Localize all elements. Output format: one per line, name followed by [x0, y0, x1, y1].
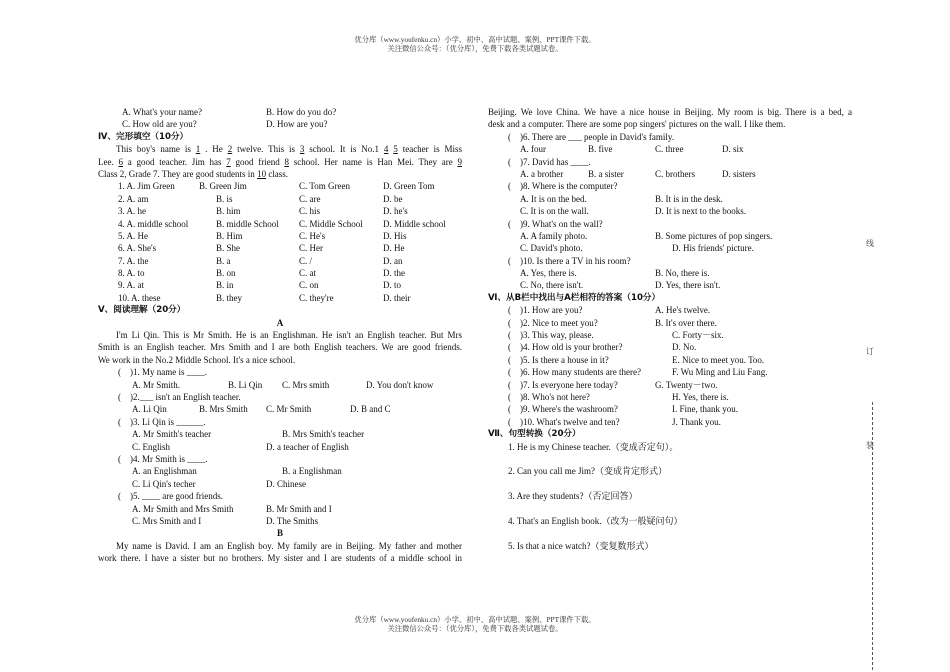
option: C. brothers [655, 168, 695, 179]
question [98, 453, 462, 465]
answer-row [98, 379, 462, 391]
transform-item [488, 490, 852, 515]
transform-item [488, 465, 852, 490]
right-column [488, 106, 852, 565]
option: B. Him [216, 230, 243, 241]
footer-line-2: 关注微信公众号：（优分库），免费下载各类试题试卷。 [387, 624, 563, 633]
option: D. It is next to the books. [655, 206, 746, 217]
question-text: ( )3. Li Qin is ______. [118, 416, 206, 427]
question [488, 131, 852, 143]
left-column [98, 106, 462, 564]
answer-row [488, 205, 852, 217]
option: C. How old are you? [122, 119, 197, 130]
blank-3: 3 [299, 144, 305, 155]
match-row [488, 366, 852, 378]
option: B. Mrs Smith's teacher [282, 429, 365, 440]
option: A. four [520, 144, 546, 155]
cloze-line-3: Class 2, Grade 7. They are good students in 10 class. [98, 168, 289, 179]
option: B. they [216, 292, 242, 303]
match-b: D. No. [672, 342, 697, 353]
option: B. Some pictures of pop singers. [655, 230, 773, 241]
transform-item [488, 515, 852, 540]
match-b: B. It's over there. [655, 317, 717, 328]
option: B. a [216, 255, 231, 266]
question [98, 366, 462, 378]
option: D. You don't know [366, 379, 434, 390]
reading-a-questions [98, 366, 462, 527]
footer-note [0, 615, 950, 633]
cloze-option-row [98, 279, 462, 291]
option: D. The Smiths [266, 515, 319, 526]
match-a: ( )1. How are you? [508, 305, 583, 316]
option: B. is [216, 193, 233, 204]
passage-b-line: desk and a computer. There are some pop singers' pictures on the wall. I like them. [488, 119, 786, 130]
option: C. Li Qin's techer [132, 478, 196, 489]
option: C. No, there isn't. [520, 280, 584, 291]
option: C. / [299, 255, 313, 266]
question [488, 180, 852, 192]
transform-text: 4. That's an English book.（改为一般疑问句） [508, 515, 683, 526]
option: C. David's photo. [520, 243, 583, 254]
option: B. She [216, 243, 241, 254]
match-b: G. Twenty－two. [655, 379, 718, 390]
option: C. It is on the wall. [520, 206, 589, 217]
option: D. six [722, 144, 744, 155]
match-row [488, 304, 852, 316]
question-text: ( )7. David has ____. [508, 156, 591, 167]
blank-9: 9 [457, 156, 462, 167]
transform-list [488, 441, 852, 565]
option: D. he's [383, 206, 408, 217]
transform-text: 2. Can you call me Jim?（变成肯定形式） [508, 466, 667, 477]
answer-row [488, 193, 852, 205]
question [488, 218, 852, 230]
option: 6. A. She's [118, 243, 157, 254]
option: 1. A. Jim Green [118, 181, 175, 192]
passage-b-label: B [276, 528, 283, 539]
cloze-options [98, 180, 462, 304]
option: D. the [383, 268, 405, 279]
answer-row [98, 503, 462, 515]
option: D. His [383, 230, 407, 241]
passage-a-label: A [276, 317, 284, 328]
blank-4: 4 [383, 144, 389, 155]
answer-row [98, 478, 462, 490]
match-a: ( )2. Nice to meet you? [508, 317, 598, 328]
option: B. Green Jim [199, 181, 247, 192]
binding-dashed-line [872, 402, 873, 670]
match-row [488, 379, 852, 391]
option: C. Tom Green [299, 181, 350, 192]
match-b: I. Fine, thank you. [672, 404, 738, 415]
cloze-option-row [98, 193, 462, 205]
option: D. be [383, 193, 403, 204]
match-a: ( )8. Who's not here? [508, 391, 590, 402]
match-a: ( )3. This way, please. [508, 330, 594, 341]
cloze-option-row [98, 180, 462, 192]
option: 5. A. He [118, 230, 148, 241]
option: 4. A. middle school [118, 218, 189, 229]
section-title-matching: Ⅵ、从B栏中找出与A栏相符的答案（10分） [488, 292, 661, 303]
blank-6: 6 [118, 156, 123, 167]
binding-char-line: 线 [866, 239, 874, 248]
cloze-option-row [98, 205, 462, 217]
option: C. Middle School [299, 218, 363, 229]
cloze-line-1: This boy's name is 1 . He 2 twelve. This is 3 school. It is No.1 4 5 teacher is Miss [116, 144, 462, 155]
answer-row [98, 515, 462, 527]
match-a: ( )4. How old is your brother? [508, 342, 623, 353]
answer-row [98, 428, 462, 440]
blank-5: 5 [393, 144, 398, 155]
intro-option-row [98, 118, 462, 130]
question [98, 391, 462, 403]
option: A. Li Qin [132, 404, 167, 415]
header-line-1: 优分库（www.youfenku.cn）小学、初中、高中试题、案例、PPT课件下载。 [354, 35, 596, 44]
section-title-reading: Ⅴ、阅读理解（20分） [98, 305, 186, 316]
cloze-option-row [98, 218, 462, 230]
question [488, 156, 852, 168]
option: 2. A. am [118, 193, 149, 204]
blank-7: 7 [226, 156, 231, 167]
match-row [488, 329, 852, 341]
section-title-transform: Ⅶ、句型转换（20分） [488, 429, 581, 440]
option: B. a Englishman [282, 466, 342, 477]
footer-line-1: 优分库（www.youfenku.cn）小学、初中、高中试题、案例、PPT课件下载。 [354, 615, 596, 624]
binding-char-staple: 订 [866, 347, 874, 356]
option: D. Green Tom [383, 181, 435, 192]
passage-a-line: I'm Li Qin. This is Mr Smith. He is an Englishman. He isn't an English teacher. But Mrs [116, 330, 462, 341]
option: C. are [299, 193, 321, 204]
passage-b-line: Beijing. We love China. We have a nice house in Beijing. My room is big. There is a bed, a [488, 107, 852, 117]
option: B. a sister [588, 168, 624, 179]
blank-1: 1 [195, 144, 201, 155]
option: A. Yes, there is. [520, 268, 577, 279]
option: D. B and C [350, 404, 391, 415]
option: A. an Englishman [132, 466, 197, 477]
option: C. Mrs smith [282, 379, 330, 390]
answer-row [98, 403, 462, 415]
option: 10. A. these [118, 292, 161, 303]
match-a: ( )6. How many students are there? [508, 367, 641, 378]
answer-row [488, 230, 852, 242]
match-row [488, 403, 852, 415]
passage-b-line: My name is David. I am an English boy. My family are in Beijing. My father and mother [116, 540, 462, 551]
match-a: ( )5. Is there a house in it? [508, 354, 609, 365]
match-b: E. Nice to meet you. Too. [672, 354, 765, 365]
question-text: ( )4. Mr Smith is ____. [118, 453, 208, 464]
option: C. Mrs Smith and I [132, 515, 202, 526]
option: A. It is on the bed. [520, 193, 587, 204]
cloze-option-row [98, 242, 462, 254]
answer-row [98, 465, 462, 477]
reading-b-questions [488, 131, 852, 292]
answer-row [488, 279, 852, 291]
option: C. Her [299, 243, 323, 254]
match-a: ( )9. Where's the washroom? [508, 404, 618, 415]
option: D. Chinese [266, 478, 306, 489]
match-row [488, 341, 852, 353]
passage-b-line: work there. I have a sister but no brothers. My sister and I are students of a middle school in [98, 553, 462, 564]
option: D. Yes, there isn't. [655, 280, 721, 291]
cloze-option-row [98, 292, 462, 304]
option: B. No, there is. [655, 268, 710, 279]
option: 8. A. to [118, 268, 145, 279]
answer-row [488, 168, 852, 180]
passage-a-line: Smith is an English teacher. Mrs Smith and I are both English teachers. We are good friends. [98, 342, 462, 353]
match-b: F. Wu Ming and Liu Fang. [672, 367, 768, 378]
transform-text: 5. Is that a nice watch?（变复数形式） [508, 540, 654, 551]
option: B. middle School [216, 218, 279, 229]
question-text: ( )9. What's on the wall? [508, 218, 603, 229]
answer-row [98, 441, 462, 453]
question-text: ( )5. ____ are good friends. [118, 491, 223, 502]
option: D. His friends' picture. [672, 243, 754, 254]
option: D. their [383, 292, 411, 303]
option: B. Mrs Smith [199, 404, 248, 415]
option: C. at [299, 268, 316, 279]
transform-item [488, 540, 852, 565]
option: B. How do you do? [266, 107, 337, 117]
match-b: A. He's twelve. [655, 305, 711, 316]
match-a: ( )7. Is everyone here today? [508, 379, 618, 390]
match-b: C. Forty－six. [672, 330, 724, 341]
option: D. a teacher of English [266, 441, 349, 452]
answer-row [488, 143, 852, 155]
option: B. five [588, 144, 613, 155]
option: D. to [383, 280, 401, 291]
match-row [488, 317, 852, 329]
option: C. Mr Smith [266, 404, 312, 415]
option: B. on [216, 268, 236, 279]
match-row [488, 354, 852, 366]
question-text: ( )6. There are ___ people in David's family. [508, 131, 675, 142]
question [98, 490, 462, 502]
option: A. Mr Smith. [132, 379, 181, 390]
question-text: ( )1. My name is ____. [118, 367, 207, 378]
option: D. How are you? [266, 119, 328, 130]
option: C. three [655, 144, 684, 155]
option: D. Middle school [383, 218, 446, 229]
option: C. He's [299, 230, 326, 241]
option: D. sisters [722, 168, 756, 179]
match-b: H. Yes, there is. [672, 391, 729, 402]
answer-row [488, 242, 852, 254]
blank-10: 10 [257, 168, 267, 179]
binding-char-bind: 装 [866, 441, 874, 450]
option: C. his [299, 206, 321, 217]
question-text: ( )10. Is there a TV in his room? [508, 255, 631, 266]
match-a: ( )10. What's twelve and ten? [508, 416, 620, 427]
option: D. an [383, 255, 403, 266]
cloze-option-row [98, 255, 462, 267]
option: A. Mr Smith's teacher [132, 429, 212, 440]
option: A. What's your name? [122, 107, 202, 117]
transform-text: 3. Are they students?（否定回答） [508, 491, 638, 502]
option: A. Mr Smith and Mrs Smith [132, 503, 234, 514]
intro-option-row [98, 106, 462, 118]
header-line-2: 关注微信公众号：（优分库），免费下载各类试题试卷。 [387, 44, 563, 53]
cloze-option-row [98, 267, 462, 279]
transform-text: 1. He is my Chinese teacher.（变成否定句）。 [508, 441, 679, 452]
cloze-line-2: Lee. 6 a good teacher. Jim has 7 good friend 8 school. Her name is Han Mei. They are 9 [98, 156, 462, 167]
blank-8: 8 [284, 156, 289, 167]
option: 9. A. at [118, 280, 144, 291]
option: D. He [383, 243, 405, 254]
matching-list [488, 304, 852, 428]
option: B. It is in the desk. [655, 193, 723, 204]
question-text: ( )2.___ isn't an English teacher. [118, 391, 241, 402]
option: 3. A. he [118, 206, 146, 217]
match-b: J. Thank you. [672, 416, 721, 427]
option: A. A family photo. [520, 230, 588, 241]
question-text: ( )8. Where is the computer? [508, 181, 618, 192]
answer-row [488, 267, 852, 279]
match-row [488, 391, 852, 403]
transform-item [488, 441, 852, 466]
option: B. Li Qin [228, 379, 263, 390]
option: 7. A. the [118, 255, 149, 266]
option: C. English [132, 441, 171, 452]
option: B. Mr Smith and I [266, 503, 332, 514]
option: B. him [216, 206, 241, 217]
option: B. in [216, 280, 234, 291]
blank-2: 2 [227, 144, 233, 155]
question [488, 255, 852, 267]
passage-a-line: We work in the No.2 Middle School. It's a nice school. [98, 354, 296, 365]
option: C. they're [299, 292, 334, 303]
section-title-cloze: Ⅳ、完形填空（10分） [98, 131, 189, 142]
header-note [0, 35, 950, 53]
option: C. on [299, 280, 319, 291]
question [98, 416, 462, 428]
option: A. a brother [520, 168, 564, 179]
cloze-option-row [98, 230, 462, 242]
match-row [488, 416, 852, 428]
